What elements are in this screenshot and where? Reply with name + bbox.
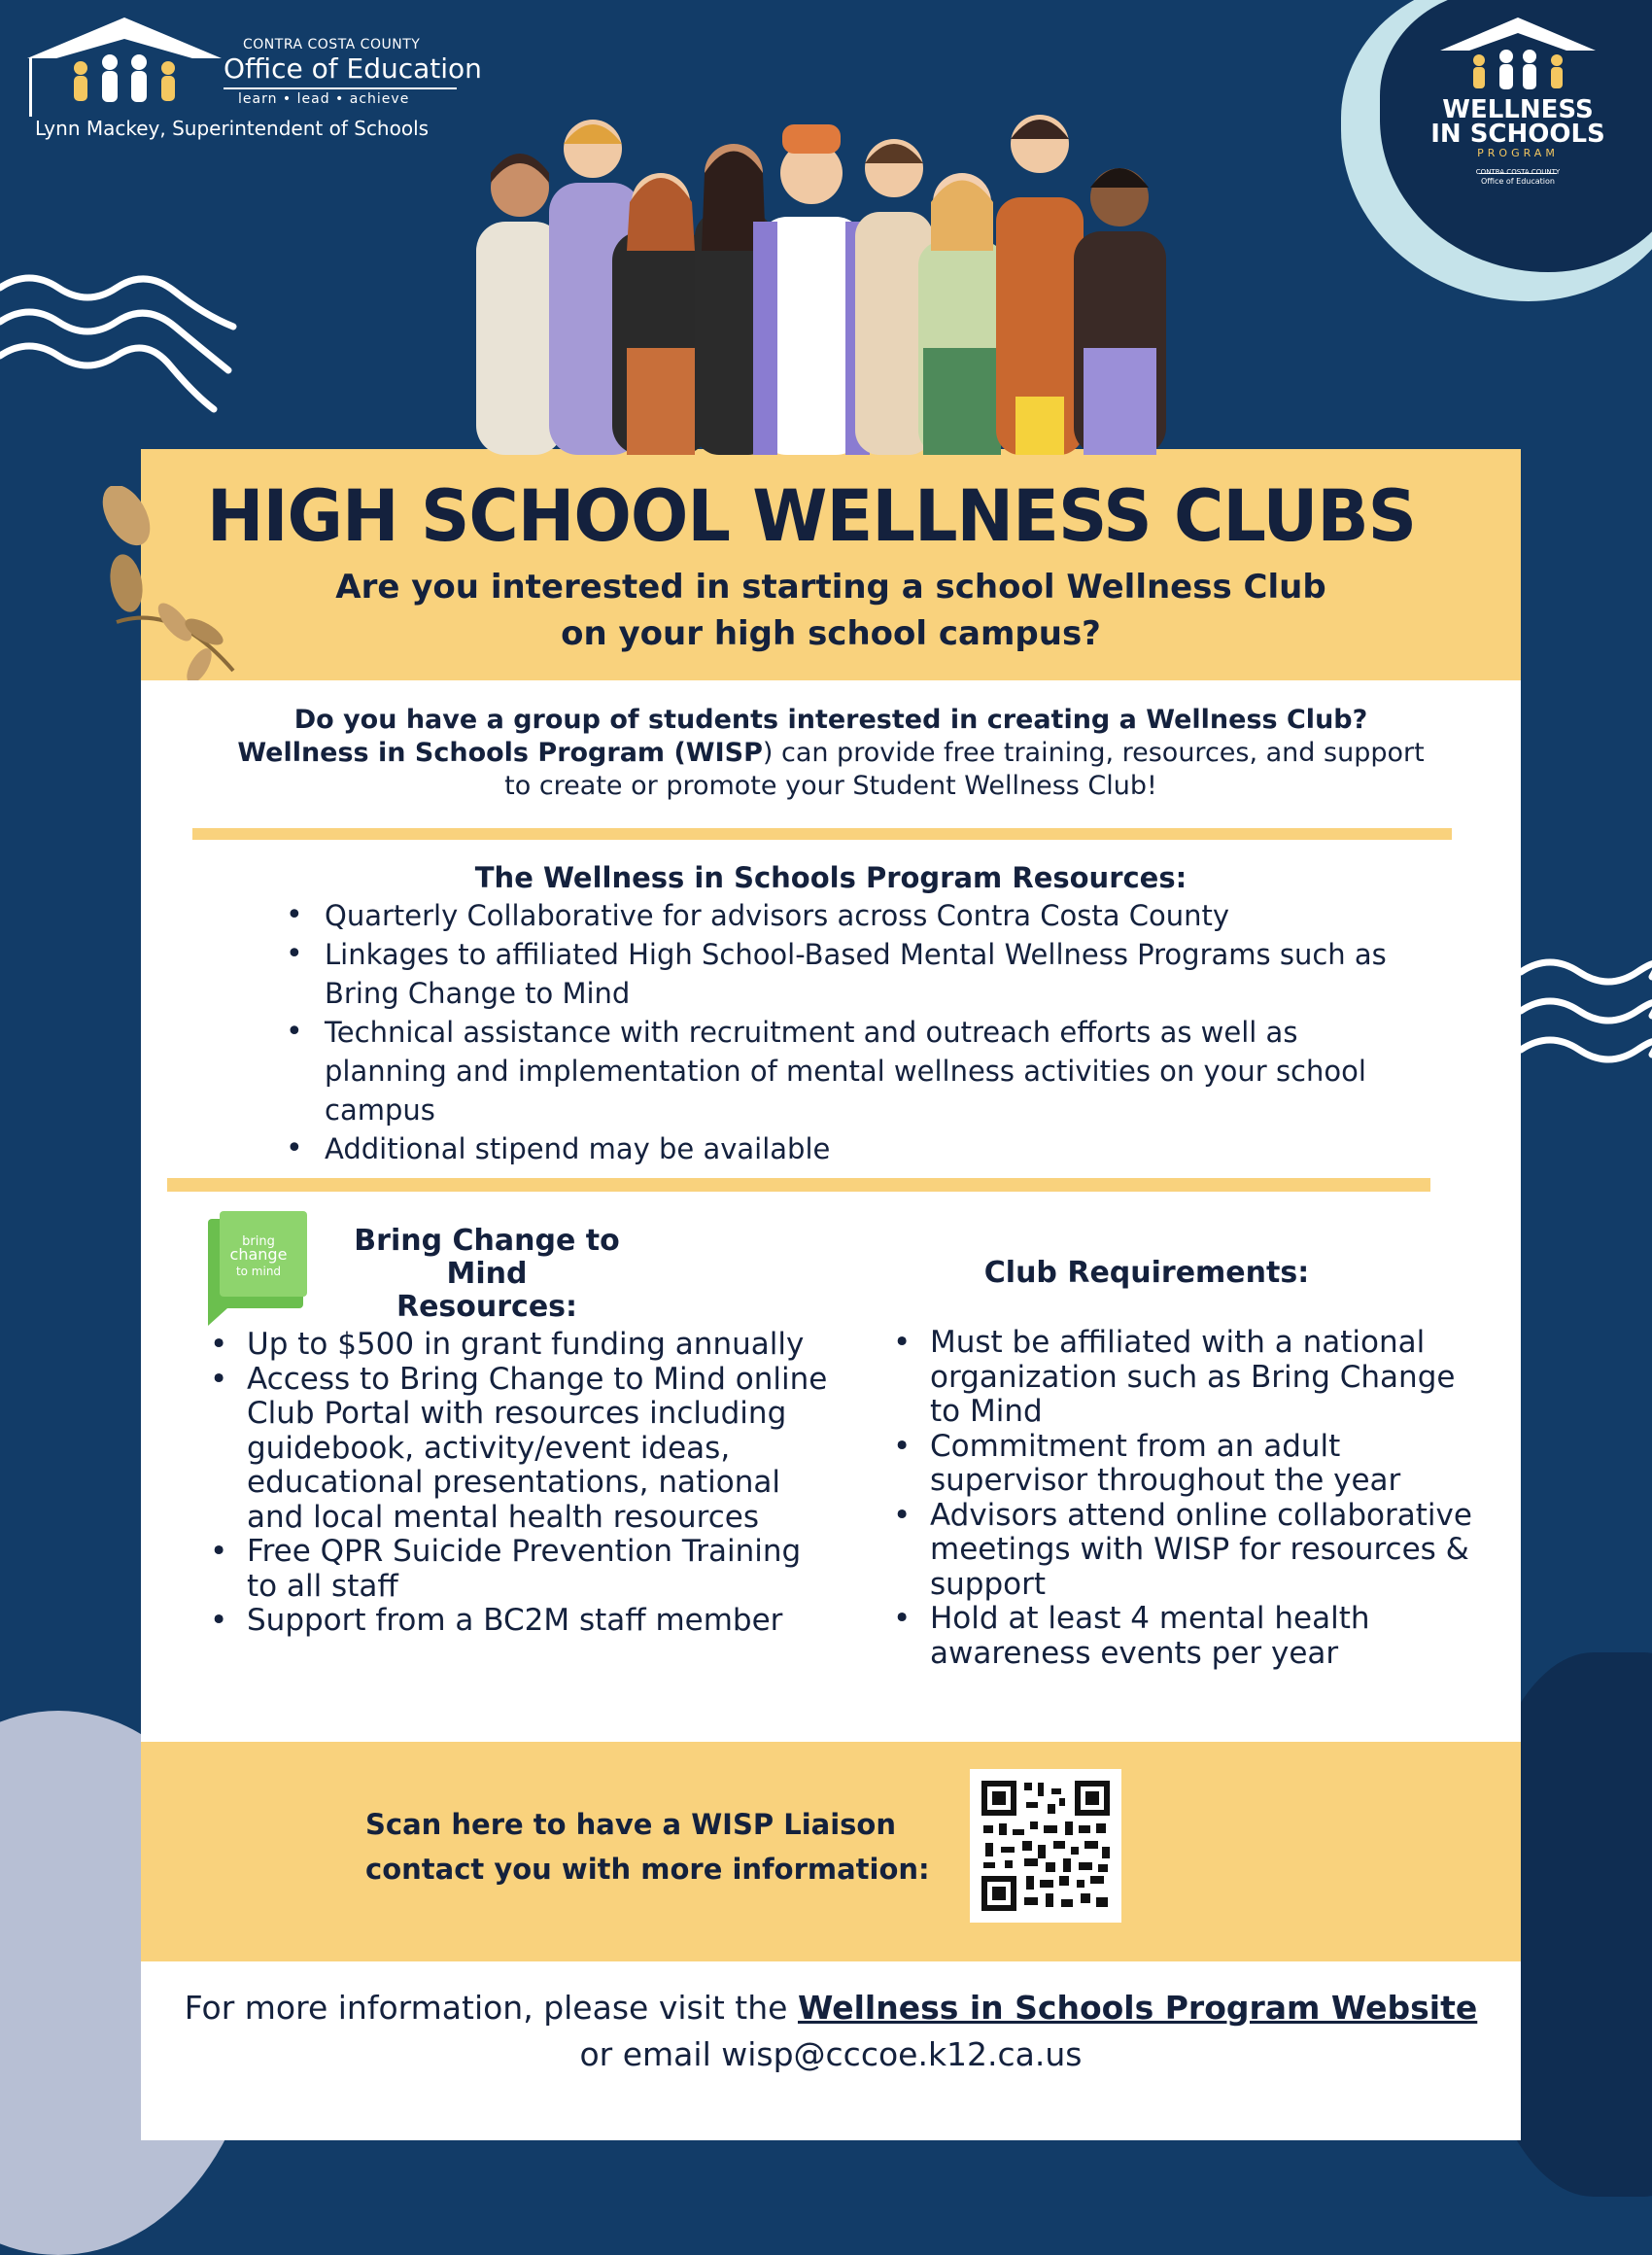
footer-line1 — [141, 1985, 1521, 2031]
footer-prefix: For more information, please visit the — [184, 1989, 798, 2027]
scan-line1: Scan here to have a WISP Liaison — [365, 1808, 896, 1841]
wisp-logo-line1: WELLNESS — [1442, 95, 1594, 124]
students-illustration — [457, 105, 1234, 455]
ccoe-county-label: CONTRA COSTA COUNTY — [243, 37, 421, 52]
bc2m-heading — [317, 1225, 657, 1324]
page-subtitle — [141, 564, 1521, 657]
resources-heading: The Wellness in Schools Program Resources: — [474, 861, 1187, 894]
list-item: • Linkages to affiliated High School-Based Mental Wellness Programs such as Bring Change to Mind — [282, 935, 1390, 1013]
section-divider — [167, 1178, 1430, 1192]
scan-line2: contact you with more information: — [365, 1853, 930, 1886]
subtitle-line2: on your high school campus? — [561, 614, 1101, 653]
ccoe-office-label: Office of Education — [224, 52, 482, 85]
list-item: • Access to Bring Change to Mind online Club Portal with resources including guidebook, activity/event ideas, educational presentations, national and local mental health resources — [206, 1363, 828, 1536]
bc2m-logo-text: bring — [242, 1234, 275, 1249]
list-item: • Additional stipend may be available — [282, 1129, 1390, 1168]
list-item: • Advisors attend online collaborative meetings with WISP for resources & support — [889, 1499, 1472, 1603]
footer-text — [141, 1985, 1521, 2078]
superintendent-label: Lynn Mackey, Superintendent of Schools — [35, 117, 430, 140]
list-item: • Quarterly Collaborative for advisors across Contra Costa County — [282, 896, 1390, 935]
subtitle-line1: Are you interested in starting a school Wellness Club — [335, 568, 1326, 607]
bc2m-list — [206, 1328, 828, 1639]
intro-text — [141, 704, 1521, 803]
resources-list — [282, 896, 1390, 1168]
list-item: • Technical assistance with recruitment and outreach efforts as well as planning and implementation of mental wellness activities on your school campus — [282, 1013, 1390, 1129]
list-item: • Hold at least 4 mental health awareness events per year — [889, 1602, 1472, 1671]
list-item: • Support from a BC2M staff member — [206, 1604, 828, 1639]
list-item: • Commitment from an adult supervisor throughout the year — [889, 1430, 1472, 1499]
waves-right-decor — [1516, 953, 1652, 1108]
wisp-logo-line3: PROGRAM — [1477, 147, 1559, 159]
intro-line1: Do you have a group of students interested in creating a Wellness Club? — [293, 705, 1368, 735]
list-item: • Up to $500 in grant funding annually — [206, 1328, 828, 1363]
wisp-logo-line2: IN SCHOOLS — [1430, 120, 1605, 149]
waves-left-decor — [0, 268, 253, 424]
page-title: HIGH SCHOOL WELLNESS CLUBS — [206, 473, 1417, 559]
ccoe-divider — [224, 87, 457, 89]
qr-code-icon[interactable] — [970, 1769, 1121, 1923]
bc2m-heading-line2: Resources: — [396, 1290, 578, 1324]
bc2m-logo-text: to mind — [235, 1265, 282, 1278]
intro-line2-rest: ) can provide free training, resources, and support — [762, 738, 1425, 768]
intro-line3: to create or promote your Student Wellness Club! — [504, 771, 1157, 801]
scan-text — [365, 1802, 948, 1891]
bc2m-heading-line1: Bring Change to Mind — [354, 1224, 620, 1291]
requirements-heading: Club Requirements: — [983, 1256, 1310, 1290]
bc2m-logo-icon — [208, 1211, 307, 1326]
bc2m-logo-text: change — [229, 1245, 288, 1264]
wisp-logo-line5: Office of Education — [1481, 177, 1555, 186]
ccoe-motto: learn • lead • achieve — [238, 91, 410, 107]
wisp-logo-line4: CONTRA COSTA COUNTY — [1475, 168, 1561, 176]
list-item: • Free QPR Suicide Prevention Training to all staff — [206, 1535, 828, 1604]
intro-line2-bold: Wellness in Schools Program (WISP — [237, 738, 763, 768]
requirements-list — [889, 1326, 1472, 1671]
list-item: • Must be affiliated with a national organization such as Bring Change to Mind — [889, 1326, 1472, 1430]
section-divider — [192, 828, 1452, 840]
wisp-website-link[interactable]: Wellness in Schools Program Website — [797, 1989, 1478, 2027]
footer-line2: or email wisp@cccoe.k12.ca.us — [579, 2035, 1083, 2073]
intro-line2 — [141, 737, 1521, 770]
